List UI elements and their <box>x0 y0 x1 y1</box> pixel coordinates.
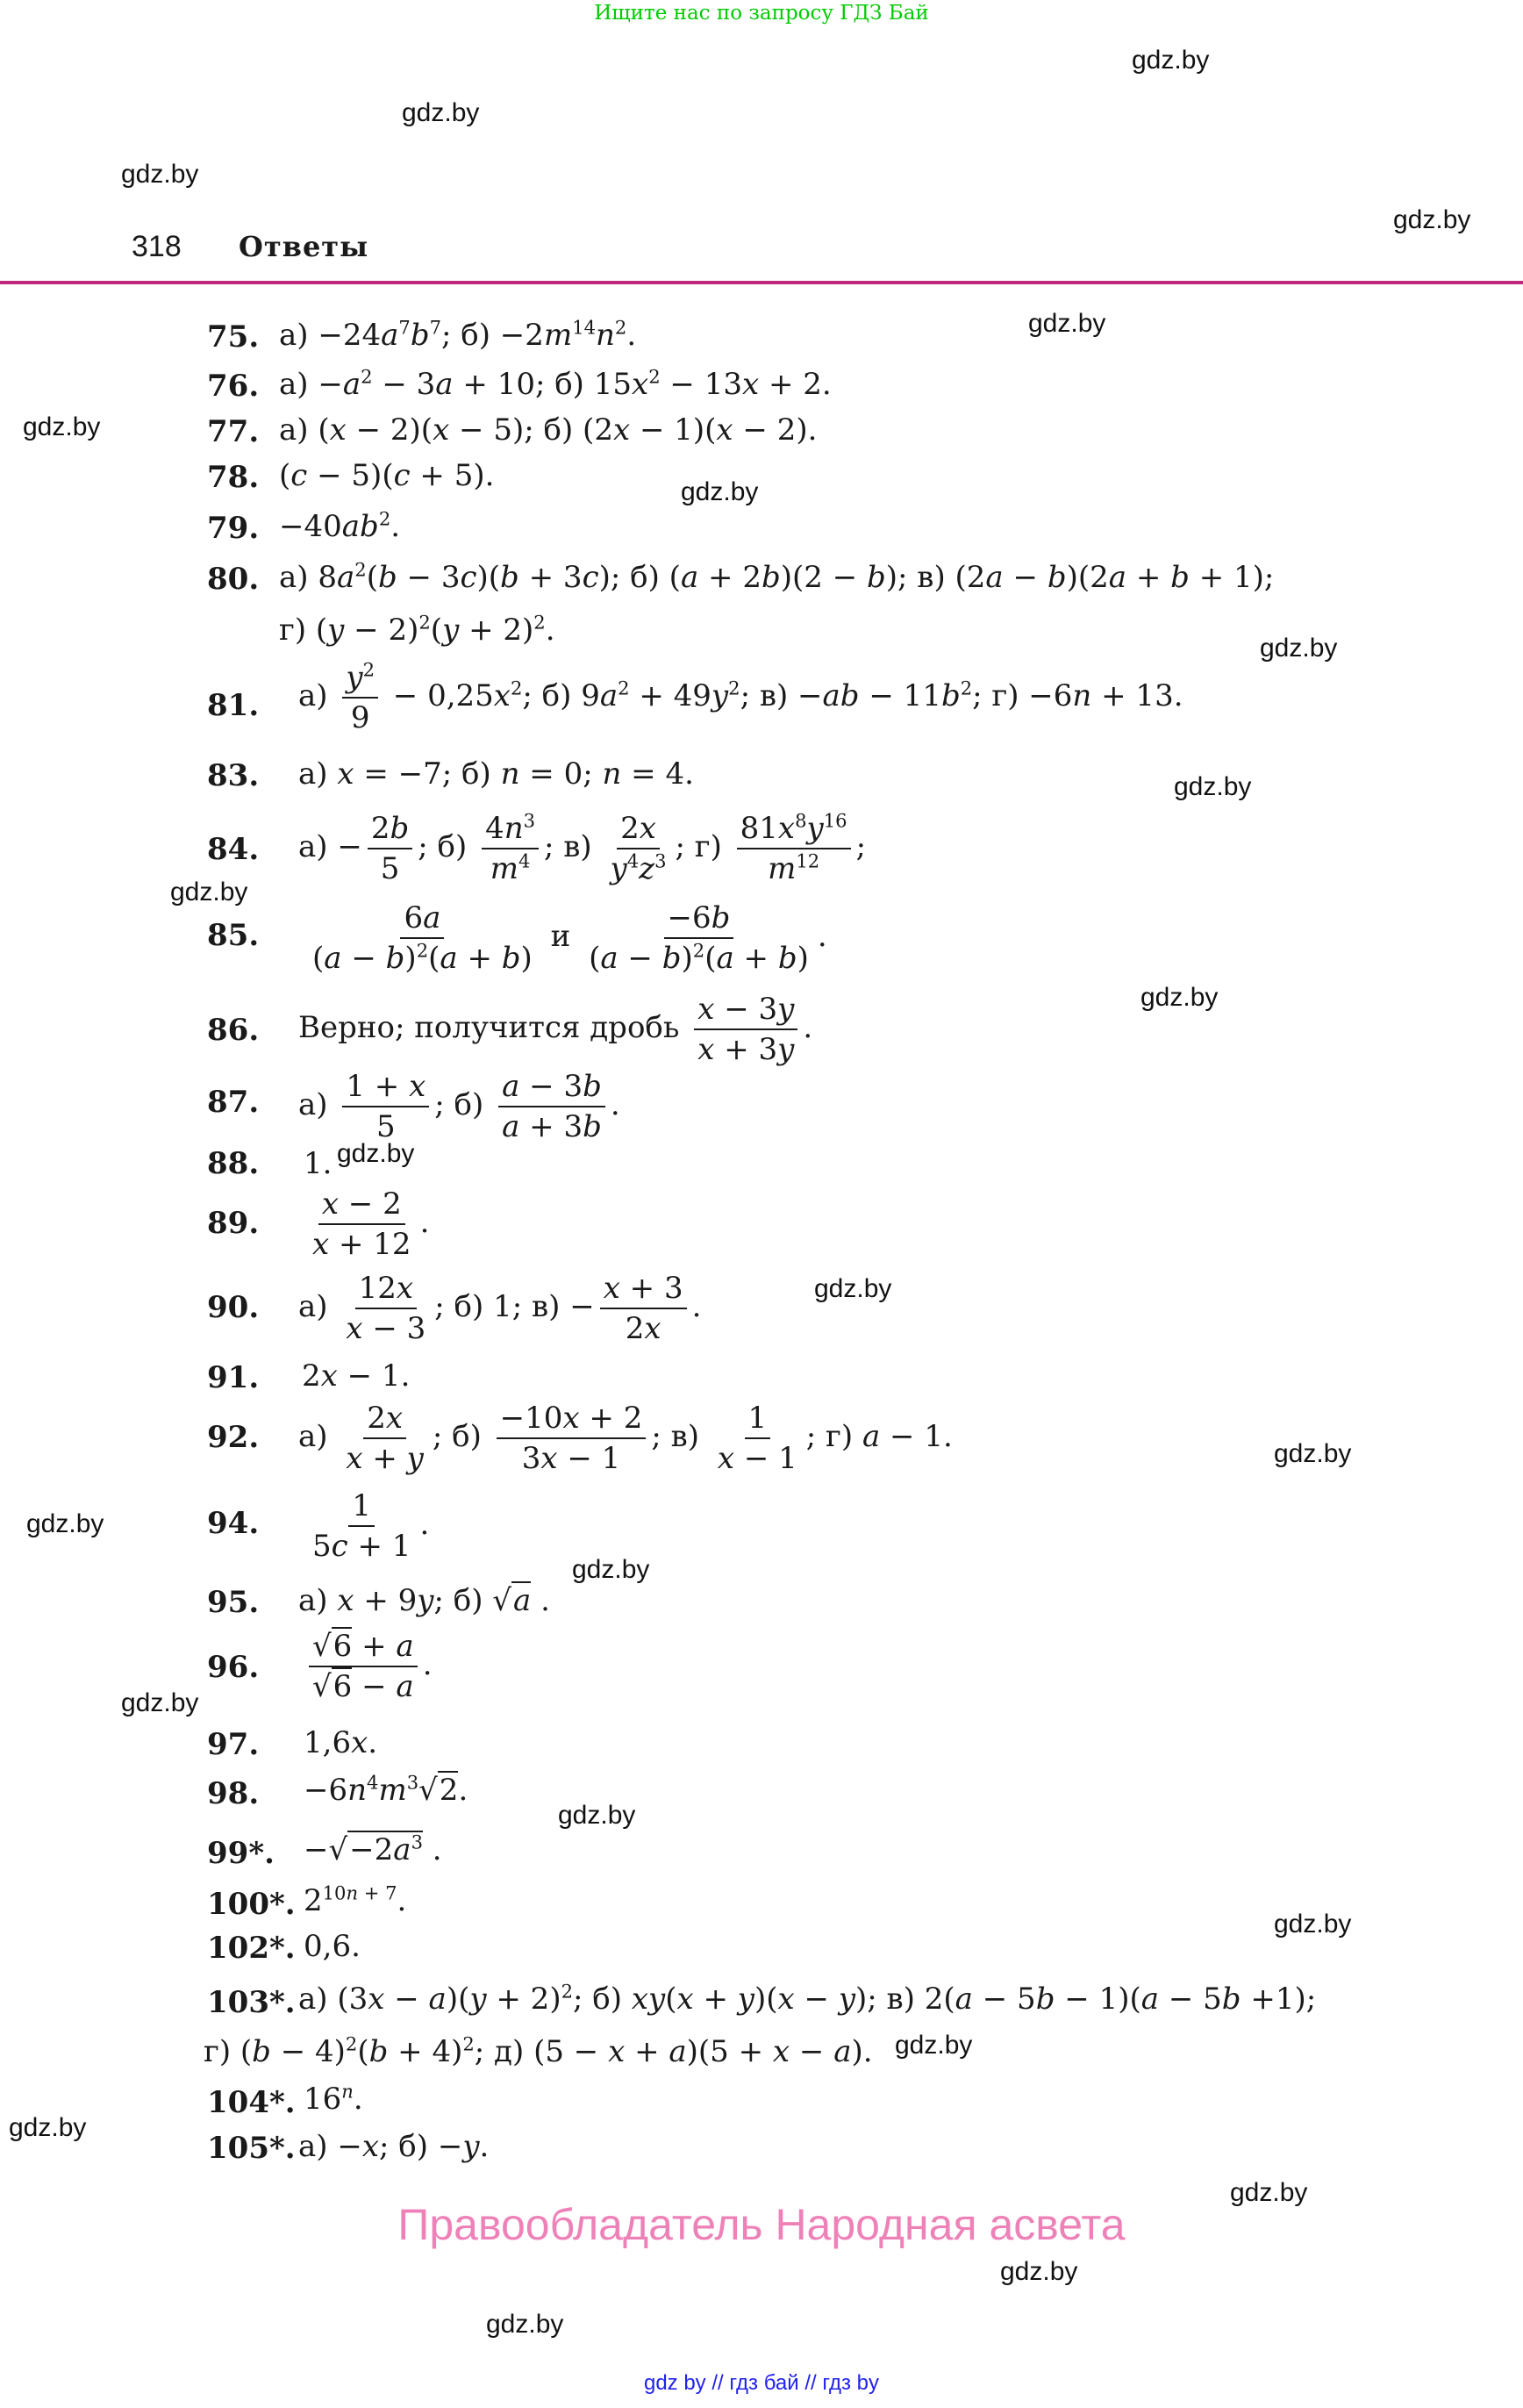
answer-text: 0,6. <box>304 1929 361 1964</box>
answer-text: а) $(3x - a)(y + 2)^2$; б) xy(x + y)(x − y); в) 2(a − 5b − 1)(a − 5b +1); <box>298 1980 1317 2017</box>
answer-number: 87. <box>207 1085 260 1120</box>
answer-text-continued: г) $(b - 4)^2(b + 4)^2$; д) (5 − x + a)(5 + x − a). <box>204 2032 873 2069</box>
watermark: gdz.by <box>23 412 101 441</box>
watermark: gdz.by <box>1393 205 1471 234</box>
watermark: gdz.by <box>1174 772 1252 801</box>
answer-text: $\frac{6a}{(a - b)^2(a + b)}$ и $\frac{-6b}{(a - b)^2(a + b)}$ . <box>312 900 827 976</box>
answer-number: 77. <box>207 414 260 449</box>
watermark: gdz.by <box>402 98 480 127</box>
answer-number: 89. <box>207 1206 260 1241</box>
answer-number: 98. <box>207 1776 260 1811</box>
answer-text: а) − $\frac{2b}{5}$ ; б) $\frac{4n^3}{m^4}$ ; в) $\frac{2x}{y^4z^3}$ ; г) $\frac{81x^8y^{16}}{m^{12}}$ ; <box>298 809 867 886</box>
watermark: gdz.by <box>681 477 759 506</box>
answer-number: 79. <box>207 511 260 546</box>
answer-number: 95. <box>207 1585 260 1620</box>
answer-text: а) $\frac{2x}{x + y}$ ; б) $\frac{-10x + 2}{3x - 1}$ ; в) $\frac{1}{x - 1}$ ; г) a − 1. <box>298 1401 953 1476</box>
answer-text: Верно; получится дробь $\frac{x - 3y}{x + 3y}$ . <box>298 992 813 1067</box>
answer-number: 80. <box>207 562 260 597</box>
answer-number: 83. <box>207 758 260 793</box>
answer-text: а) $\frac{12x}{x - 3}$ ; б) 1; в) − $\frac{x + 3}{2x}$ . <box>298 1271 702 1346</box>
answer-number: 84. <box>207 832 260 867</box>
watermark: gdz.by <box>1028 309 1106 338</box>
answer-text: $-40ab^2$. <box>279 507 401 544</box>
header-rule <box>0 281 1523 284</box>
watermark: gdz.by <box>121 160 199 189</box>
running-head: Ответы <box>239 230 369 263</box>
answer-number: 96. <box>207 1650 260 1685</box>
answer-text: $2^{10n + 7}$. <box>304 1881 407 1918</box>
answer-text: (c − 5)(c + 5). <box>279 458 495 493</box>
answer-number: 97. <box>207 1727 260 1762</box>
watermark: gdz.by <box>170 878 248 907</box>
answer-text: а) (x − 2)(x − 5); б) (2x − 1)(x − 2). <box>279 412 818 448</box>
answer-text: $-√-2a^3$ . <box>304 1831 442 1867</box>
watermark: gdz.by <box>572 1555 650 1584</box>
answer-text: а) $\frac{1 + x}{5}$ ; б) $\frac{a - 3b}{a + 3b}$ . <box>298 1069 620 1144</box>
watermark: gdz.by <box>26 1509 104 1538</box>
watermark: gdz.by <box>1274 1910 1352 1939</box>
answer-text: $\frac{1}{5c + 1}$ . <box>312 1488 430 1564</box>
answer-number: 85. <box>207 918 260 953</box>
answer-number: 86. <box>207 1013 260 1048</box>
copyright-notice: Правообладатель Народная асвета <box>397 2200 1126 2249</box>
top-banner: Ищите нас по запросу ГДЗ Бай <box>594 2 929 25</box>
answer-number: 103*. <box>207 1985 296 2020</box>
answer-text: а) x + 9y; б) √a . <box>298 1583 550 1618</box>
answer-number: 90. <box>207 1290 260 1325</box>
answer-text: а) x = −7; б) n = 0; n = 4. <box>298 756 694 792</box>
watermark: gdz.by <box>1000 2257 1078 2286</box>
answer-number: 81. <box>207 688 260 723</box>
footer-links[interactable]: gdz by // гдз бай // гдз by <box>643 2371 880 2395</box>
answer-text-continued: г) $(y - 2)^2(y + 2)^2$. <box>279 611 555 648</box>
answer-text: а) −x; б) −y. <box>298 2129 490 2164</box>
answer-number: 75. <box>207 319 260 355</box>
watermark: gdz.by <box>895 2031 973 2060</box>
answer-number: 92. <box>207 1420 260 1455</box>
answer-number: 102*. <box>207 1931 296 1966</box>
watermark: gdz.by <box>1230 2178 1308 2207</box>
watermark: gdz.by <box>1274 1439 1352 1468</box>
answer-text: а) $\frac{y^2}{9}$ − $0,25x^2$; б) $9a^2 + 49y^2$; $в) -ab - 11b^2$; г) −6n + 13. <box>298 658 1183 735</box>
answer-number: 100*. <box>207 1887 296 1922</box>
answer-text: а) $8a^2(b - 3c)(b + 3c)$; б) (a + 2b)(2 − b); в) (2a − b)(2a + b + 1); <box>279 558 1275 595</box>
watermark: gdz.by <box>558 1801 636 1830</box>
answer-number: 94. <box>207 1506 260 1541</box>
answer-text: $а) -a^2 - 3a + 10$; б) $15x^2 - 13x + 2$. <box>279 365 832 402</box>
answer-text: 2x − 1. <box>302 1358 411 1394</box>
answer-text: 1. <box>304 1146 332 1181</box>
watermark: gdz.by <box>814 1274 892 1303</box>
watermark: gdz.by <box>9 2113 87 2142</box>
watermark: gdz.by <box>121 1688 199 1717</box>
answer-number: 76. <box>207 369 260 404</box>
answer-text: 1,6x. <box>304 1725 378 1760</box>
watermark: gdz.by <box>1140 983 1219 1012</box>
watermark: gdz.by <box>1260 634 1338 663</box>
answer-text: $а) -24a^7b^7$; $б) -2m^{14}n^2$. <box>279 316 637 353</box>
answer-number: 88. <box>207 1146 260 1181</box>
watermark: gdz.by <box>1132 46 1210 75</box>
answer-number: 105*. <box>207 2131 296 2166</box>
answer-text: $\frac{√6 + a}{√6 - a}$ . <box>304 1629 433 1704</box>
answer-number: 99*. <box>207 1836 275 1871</box>
answer-text: 16$^n$. <box>304 2080 363 2117</box>
answer-number: 91. <box>207 1360 260 1395</box>
answer-number: 78. <box>207 460 260 495</box>
answer-number: 104*. <box>207 2085 296 2120</box>
page-number: 318 <box>132 230 182 263</box>
answer-text: $-6n^4m^3√2$. <box>304 1771 468 1808</box>
watermark: gdz.by <box>486 2310 564 2339</box>
answer-text: $\frac{x - 2}{x + 12}$ . <box>312 1186 430 1262</box>
watermark: gdz.by <box>337 1139 415 1168</box>
